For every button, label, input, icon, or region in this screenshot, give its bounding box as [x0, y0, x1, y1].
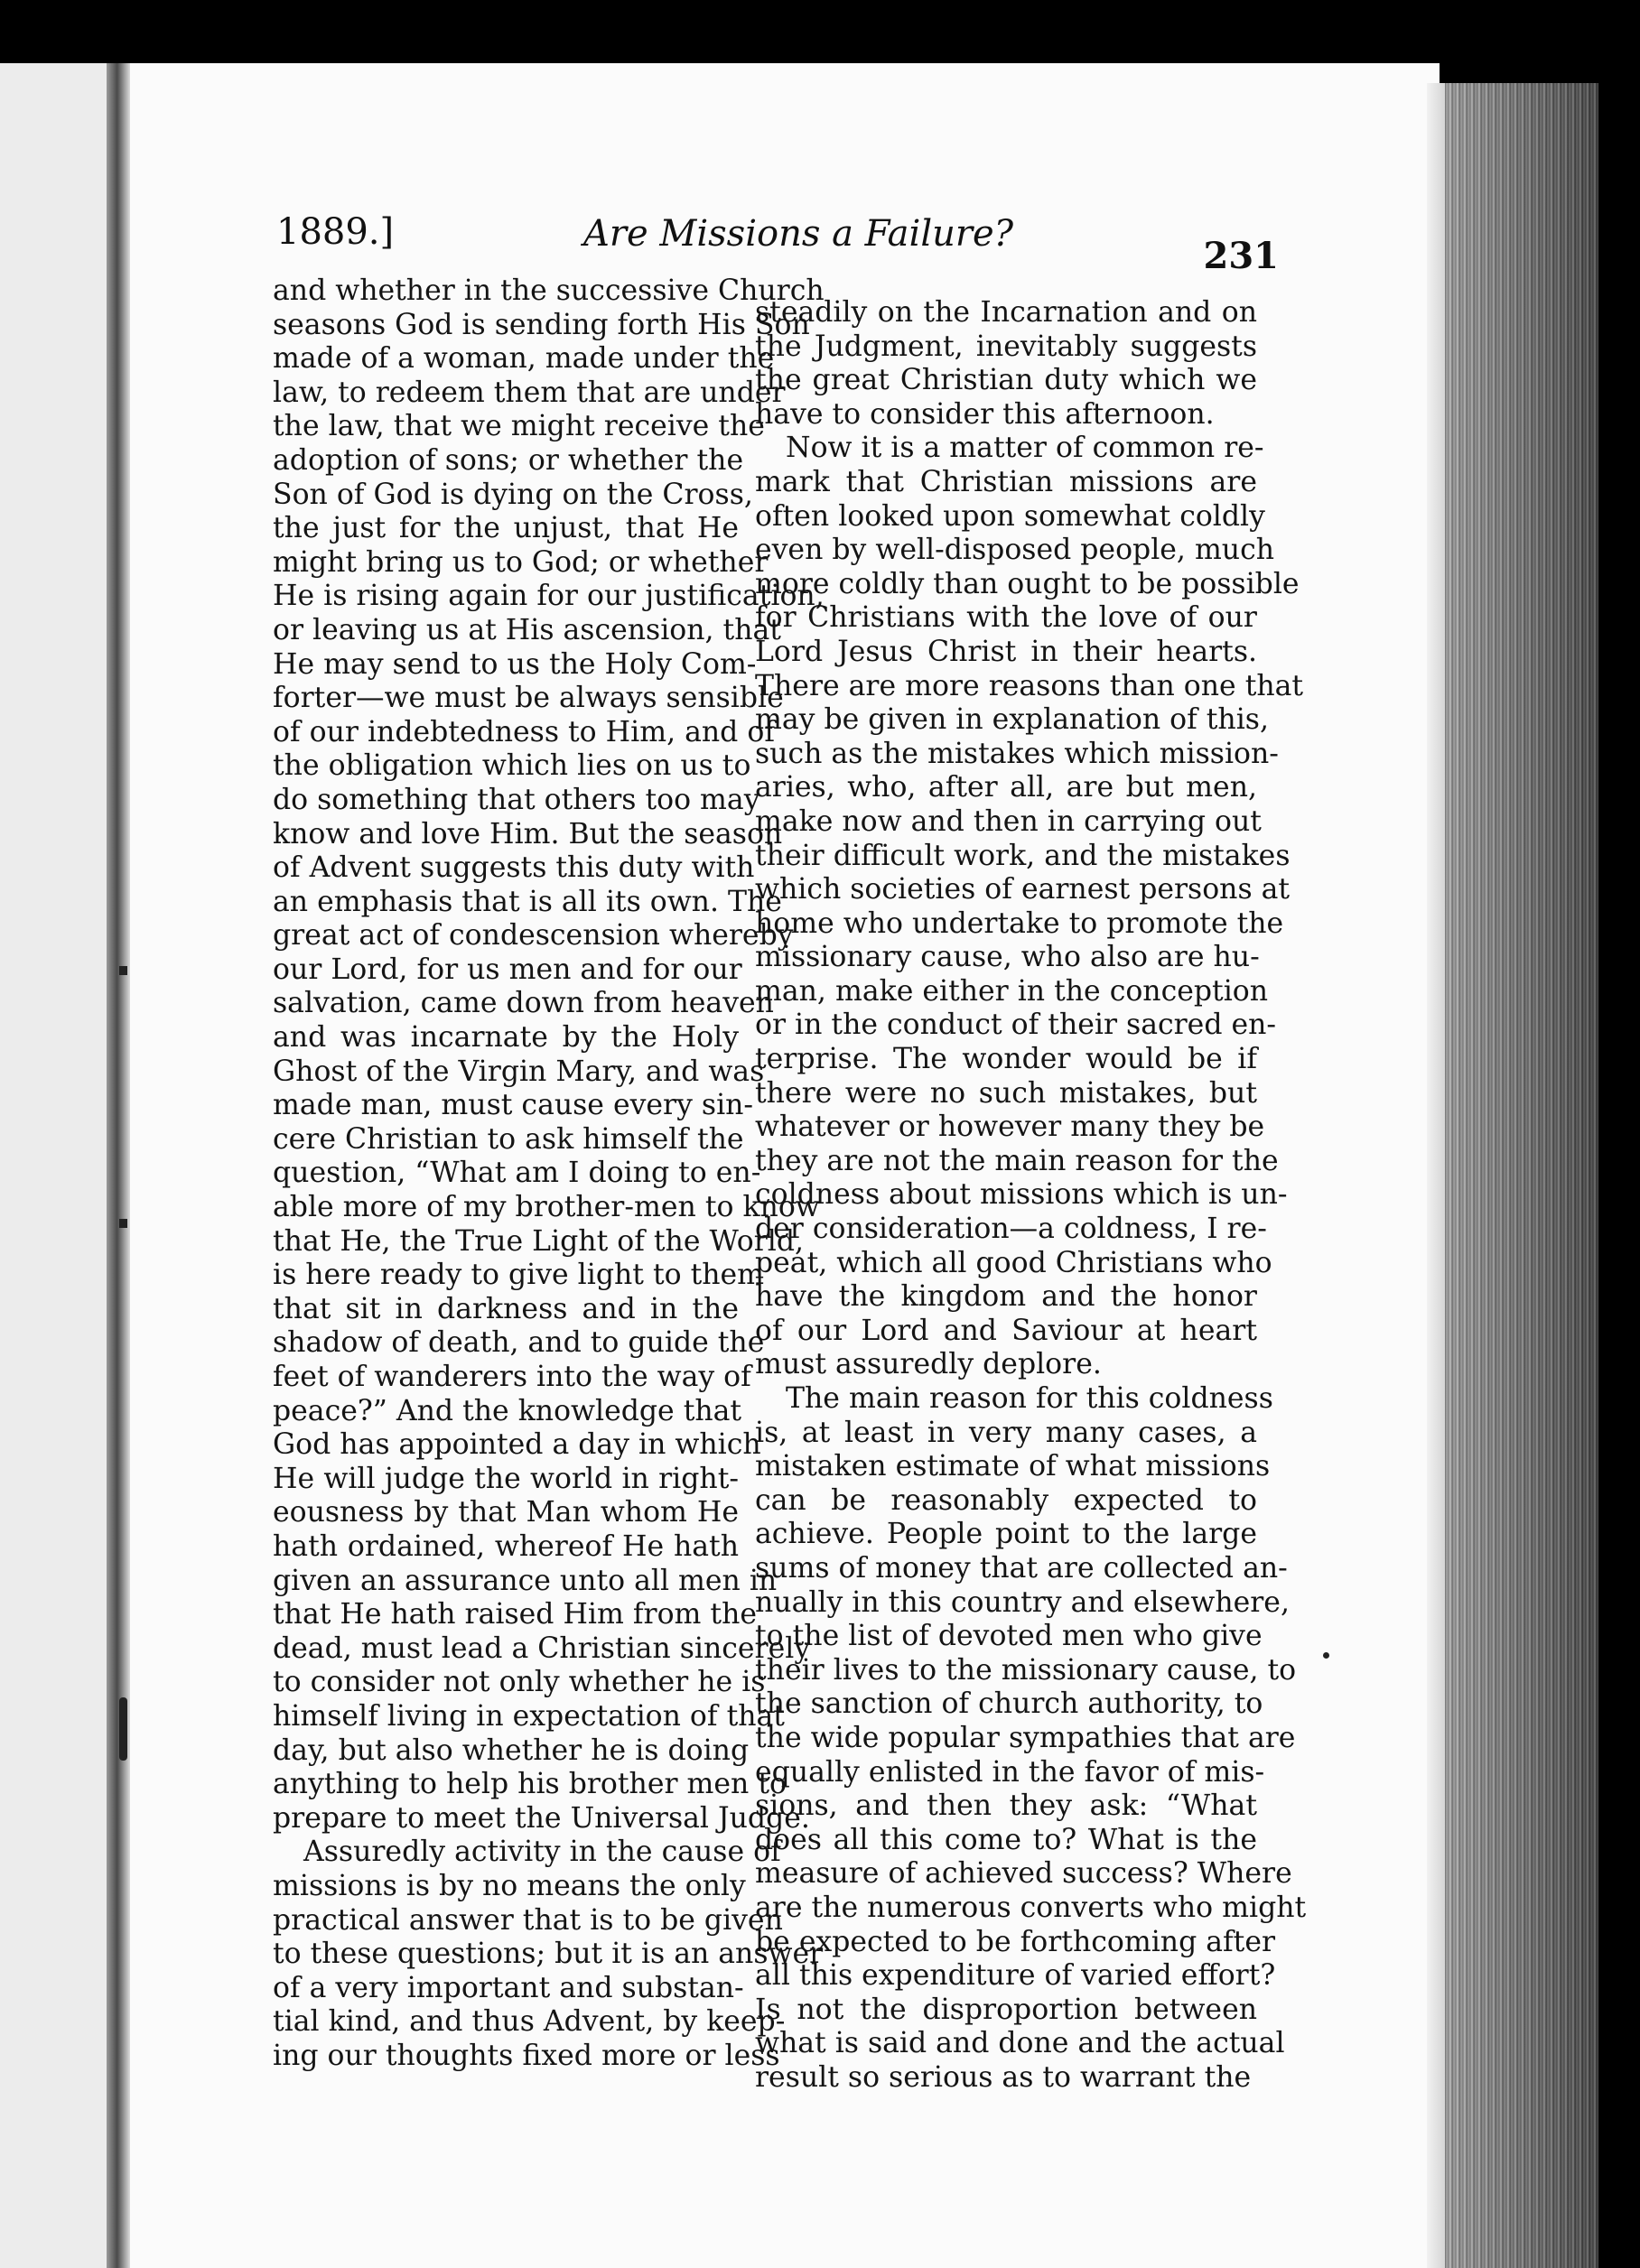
binding-clip — [119, 1697, 127, 1761]
text-line: Is not the disproportion between — [755, 1993, 1257, 2026]
text-line: tial kind, and thus Advent, by keep- — [273, 2005, 786, 2039]
text-line: missions is by no means the only — [273, 1869, 746, 1902]
text-line: the just for the unjust, that He — [273, 512, 739, 545]
text-line: given an assurance unto all men in — [273, 1564, 778, 1597]
text-line: forter—we must be always sensible — [273, 682, 784, 715]
text-line: He will judge the world in right- — [273, 1462, 739, 1495]
text-line: the sanction of church authority, to — [755, 1687, 1263, 1721]
text-line: seasons God is sending forth His Son — [273, 308, 810, 341]
text-line: of Advent suggests this duty with — [273, 851, 755, 885]
text-line: day, but also whether he is doing — [273, 1734, 750, 1767]
text-line: that sit in darkness and in the — [273, 1292, 739, 1325]
binding-mark — [119, 966, 127, 975]
text-line: to the list of devoted men who give — [755, 1620, 1263, 1653]
right-text-column — [755, 296, 1307, 2095]
text-line: whatever or however many they be — [755, 1111, 1265, 1144]
text-line: Son of God is dying on the Cross, — [273, 478, 753, 511]
text-line: peace?” And the knowledge that — [273, 1394, 742, 1427]
text-line: dead, must lead a Christian sincerely — [273, 1631, 811, 1665]
text-line: able more of my brother-men to know — [273, 1191, 820, 1224]
binding-mark — [119, 1219, 127, 1228]
text-line: the obligation which lies on us to — [273, 749, 751, 783]
text-line: sions, and then they ask: “What — [755, 1789, 1257, 1823]
text-line: practical answer that is to be given — [273, 1903, 783, 1937]
text-line: our Lord, for us men and for our — [273, 953, 742, 986]
text-line: their difficult work, and the mistakes — [755, 839, 1291, 872]
text-line: more coldly than ought to be possible — [755, 567, 1300, 600]
text-line: achieve. People point to the large — [755, 1518, 1257, 1551]
text-line: have the kingdom and the honor — [755, 1280, 1257, 1314]
text-line: are the numerous converts who might — [755, 1891, 1307, 1924]
facing-page — [0, 63, 117, 2268]
text-line: must assuredly deplore. — [755, 1348, 1102, 1381]
text-line: or in the conduct of their sacred en- — [755, 1009, 1277, 1042]
text-line: Ghost of the Virgin Mary, and was — [273, 1055, 765, 1088]
text-line: of our indebtedness to Him, and of — [273, 715, 775, 748]
page-number: 231 — [1203, 235, 1279, 277]
text-line: coldness about missions which is un- — [755, 1178, 1288, 1212]
text-line: home who undertake to promote the — [755, 906, 1284, 940]
header-year: 1889.] — [276, 211, 395, 253]
text-line: there were no such mistakes, but — [755, 1076, 1257, 1110]
text-line: often looked upon somewhat coldly — [755, 499, 1265, 533]
text-line: missionary cause, who also are hu- — [755, 941, 1260, 974]
text-line: might bring us to God; or whether — [273, 545, 769, 579]
page-stack-shadow — [1445, 83, 1598, 2268]
text-line: such as the mistakes which mission- — [755, 737, 1279, 770]
text-line: made man, must cause every sin- — [273, 1089, 754, 1122]
left-text-column — [273, 274, 825, 2073]
text-line: do something that others too may — [273, 783, 760, 816]
text-line: cere Christian to ask himself the — [273, 1122, 744, 1156]
text-line: peat, which all good Christians who — [755, 1246, 1272, 1279]
text-line: sums of money that are collected an- — [755, 1551, 1288, 1585]
text-line: Assuredly activity in the cause of — [303, 1836, 781, 1869]
text-line: the Judgment, inevitably suggests — [755, 330, 1257, 363]
text-line: the wide popular sympathies that are — [755, 1721, 1296, 1754]
text-line: be expected to be forthcoming after — [755, 1925, 1276, 1958]
running-header — [276, 200, 1279, 277]
text-line: which societies of earnest persons at — [755, 873, 1291, 906]
text-line: hath ordained, whereof He hath — [273, 1529, 739, 1563]
text-line: their lives to the missionary cause, to — [755, 1653, 1297, 1687]
text-line: terprise. The wonder would be if — [755, 1043, 1257, 1076]
text-line: himself living in expectation of that — [273, 1699, 785, 1733]
text-line: what is said and done and the actual — [755, 2027, 1285, 2060]
ink-speck — [1323, 1652, 1329, 1659]
text-line: salvation, came down from heaven — [273, 987, 774, 1020]
book-gutter — [107, 63, 130, 2268]
text-line: The main reason for this coldness — [786, 1382, 1273, 1415]
text-line: the law, that we might receive the — [273, 410, 765, 443]
text-line: mistaken estimate of what missions — [755, 1450, 1271, 1483]
text-line: does all this come to? What is the — [755, 1823, 1257, 1856]
text-line: eousness by that Man whom He — [273, 1496, 739, 1529]
text-line: question, “What am I doing to en- — [273, 1157, 761, 1190]
text-line: measure of achieved success? Where — [755, 1857, 1292, 1891]
text-line: that He hath raised Him from the — [273, 1598, 758, 1631]
text-line: know and love Him. But the season — [273, 817, 783, 850]
text-line: made of a woman, made under the — [273, 342, 775, 376]
text-line: God has appointed a day in which — [273, 1428, 761, 1462]
text-line: man, make either in the conception — [755, 974, 1269, 1008]
text-line: they are not the main reason for the — [755, 1144, 1279, 1177]
running-title: Are Missions a Failure? — [583, 213, 1014, 255]
text-line: He may send to us the Holy Com- — [273, 647, 757, 681]
text-line: mark that Christian missions are — [755, 465, 1257, 498]
text-line: prepare to meet the Universal Judge. — [273, 1801, 810, 1835]
text-line: anything to help his brother men to — [273, 1768, 787, 1801]
text-line: even by well-disposed people, much — [755, 534, 1275, 567]
text-line: may be given in explanation of this, — [755, 703, 1269, 737]
text-line: make now and then in carrying out — [755, 804, 1262, 838]
text-line: and was incarnate by the Holy — [273, 1021, 739, 1055]
text-line: der consideration—a coldness, I re- — [755, 1213, 1267, 1246]
text-line: law, to redeem them that are under — [273, 376, 786, 409]
text-line: to these questions; but it is an answer — [273, 1938, 824, 1971]
text-line: have to consider this afternoon. — [755, 397, 1215, 431]
text-line: or leaving us at His ascension, that — [273, 613, 781, 646]
text-line: the great Christian duty which we — [755, 364, 1257, 397]
text-line: nually in this country and elsewhere, — [755, 1585, 1290, 1619]
text-line: ing our thoughts fixed more or less — [273, 2039, 780, 2072]
text-line: and whether in the successive Church — [273, 274, 825, 307]
text-line: aries, who, after all, are but men, — [755, 771, 1257, 804]
text-line: great act of condescension whereby — [273, 919, 794, 953]
text-line: equally enlisted in the favor of mis- — [755, 1755, 1265, 1789]
text-line: for Christians with the love of our — [755, 601, 1257, 635]
text-line: adoption of sons; or whether the — [273, 443, 744, 477]
text-line: is, at least in very many cases, a — [755, 1416, 1257, 1449]
text-line: can be reasonably expected to — [755, 1483, 1257, 1517]
text-line: There are more reasons than one that — [755, 669, 1304, 702]
text-line: all this expenditure of varied effort? — [755, 1959, 1276, 1993]
text-line: feet of wanderers into the way of — [273, 1361, 751, 1393]
text-line: Lord Jesus Christ in their hearts. — [755, 635, 1257, 668]
text-line: of our Lord and Saviour at heart — [755, 1314, 1257, 1347]
text-line: to consider not only whether he is — [273, 1666, 766, 1699]
text-line: shadow of death, and to guide the — [273, 1326, 765, 1360]
text-line: steadily on the Incarnation and on — [755, 296, 1257, 329]
text-line: is here ready to give light to them — [273, 1259, 765, 1292]
text-line: Now it is a matter of common re- — [786, 432, 1264, 465]
text-line: an emphasis that is all its own. The — [273, 885, 782, 918]
text-line: of a very important and substan- — [273, 1971, 744, 2004]
text-line: He is rising again for our justification, — [273, 580, 825, 613]
text-line: that He, the True Light of the World, — [273, 1224, 805, 1258]
text-line: result so serious as to warrant the — [755, 2060, 1252, 2094]
